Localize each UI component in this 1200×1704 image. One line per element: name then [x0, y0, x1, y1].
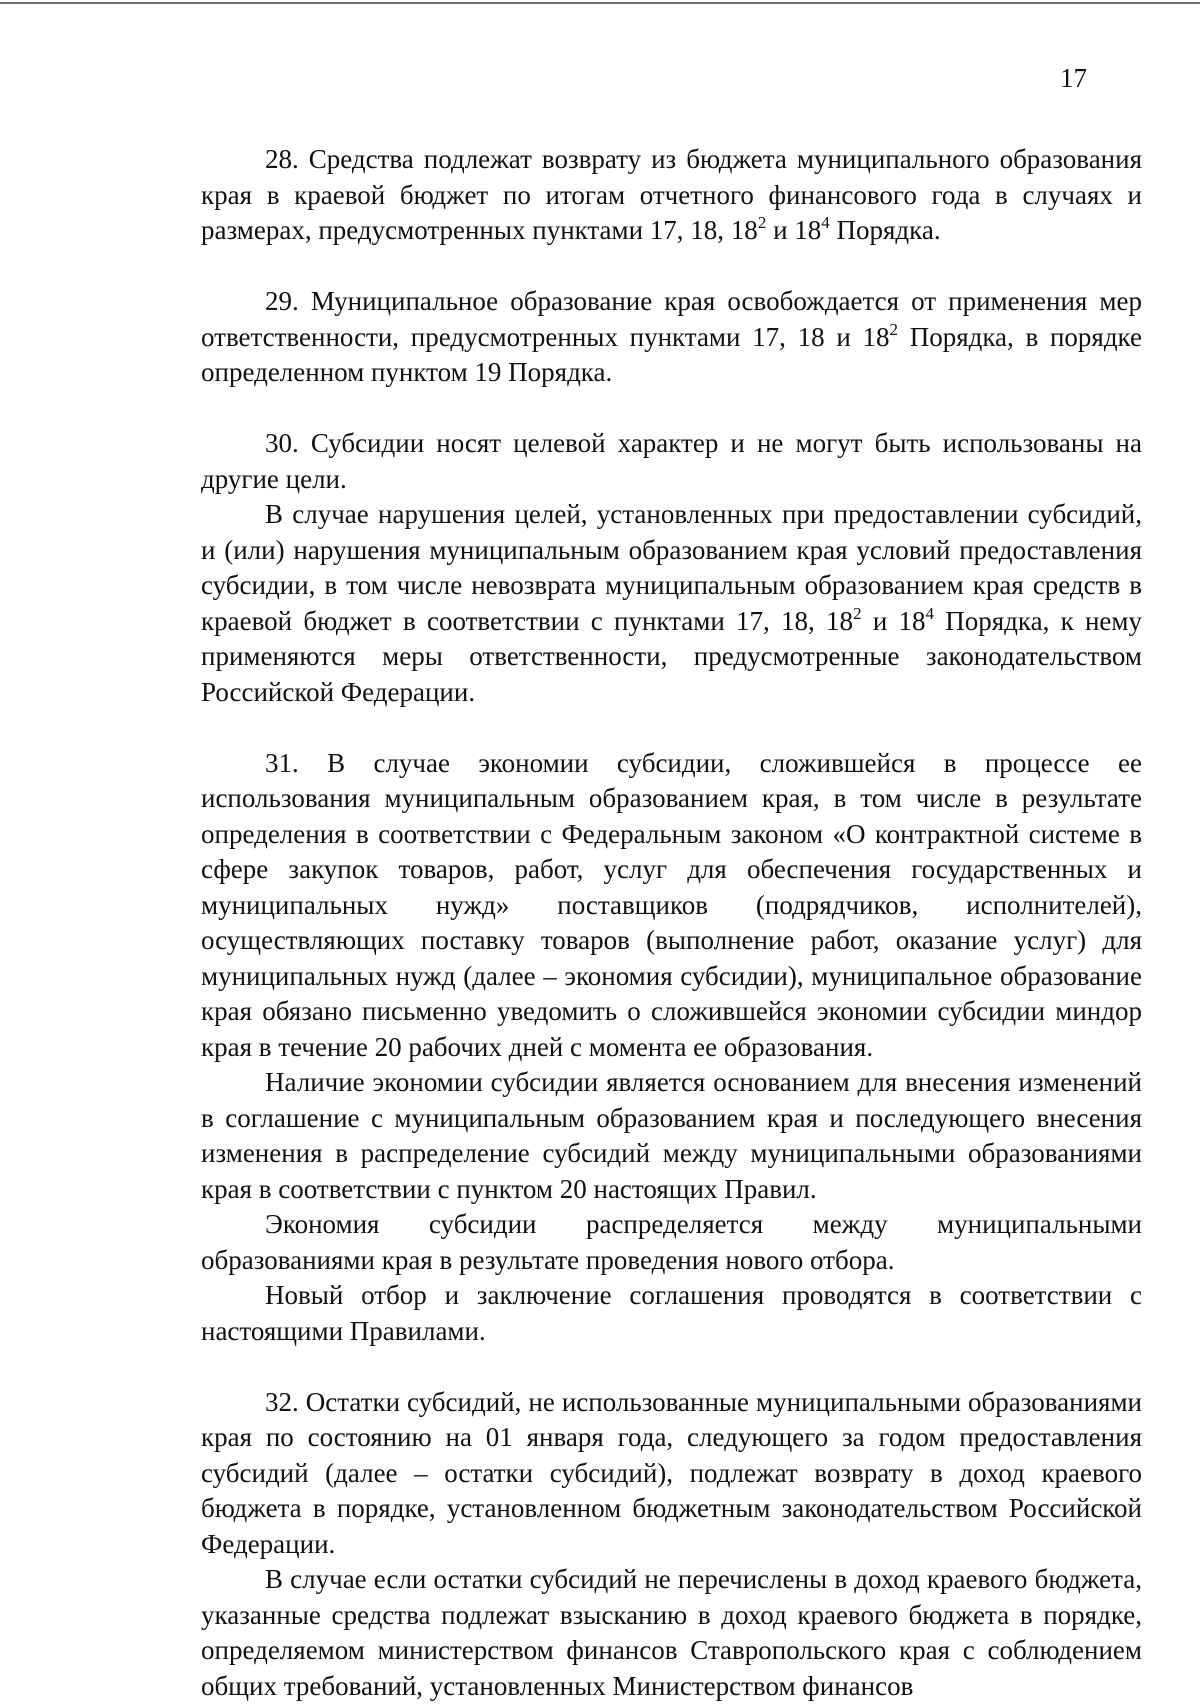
superscript: 2 — [757, 213, 767, 232]
paragraph-p30b — [201, 497, 1142, 710]
text-run: 28. Средства подлежат возврату из бюджета муниципального образования края в краевой бюджет по итогам отчетного финансового года в случаях и размерах, предусмотренных пунктами 17, 18, 18 — [201, 144, 1142, 245]
paragraph-p32b — [201, 1562, 1142, 1704]
paragraph-p31 — [201, 746, 1142, 1066]
text-run: и 18 — [861, 605, 926, 636]
text-run: В случае если остатки субсидий не перечислены в доход краевого бюджета, указанные средства подлежат взысканию в доход краевого бюджета в порядке, определяемом министерством финансов Ставропольского края с соблюдением общих требований, установленных Министерством финансов — [201, 1564, 1142, 1701]
page-number: 17 — [1060, 63, 1087, 93]
text-run: Порядка, в порядке определенном пунктом 19 Порядка. — [201, 321, 1142, 387]
text-run: Экономия субсидии распределяется между муниципальными образованиями края в результате проведения нового отбора. — [201, 1209, 1142, 1275]
text-run: Порядка, к нему применяются меры ответственности, предусмотренные законодательством Российской Федерации. — [201, 605, 1142, 707]
superscript: 2 — [853, 603, 862, 623]
text-run: 30. Субсидии носят целевой характер и не могут быть использованы на другие цели. — [201, 428, 1142, 494]
superscript: 4 — [821, 213, 830, 232]
text-run: 31. В случае экономии субсидии, сложившейся в процессе ее использования муниципальным образованием края, в том числе в результате определения в соответствии с Федеральным законом «О контрактной системе в сфере закупок товаров, работ, услуг для обеспечения государственных и муниципальных нужд» поставщиков (подрядчиков, исполнителей), осуществляющих поставку товаров (выполнение работ, оказание услуг) для муниципальных нужд (далее – экономия субсидии), муниципальное образование края обязано письменно уведомить о сложившейся экономии субсидии миндор края в течение 20 рабочих дней с момента ее образования. — [201, 747, 1142, 1062]
text-run: В случае нарушения целей, установленных при предоставлении субсидий, и (или) нарушения муниципальным образованием края условий предоставления субсидии, в том числе невозврата муниципальным образованием края средств в краевой бюджет в соответствии с пунктами 17, 18, 18 — [201, 499, 1142, 636]
document-body — [201, 142, 1142, 1704]
superscript: 2 — [889, 319, 898, 339]
scan-top-border — [0, 2, 1200, 4]
paragraph-p28 — [201, 142, 1142, 249]
paragraph-p31c — [201, 1207, 1142, 1278]
paragraph-p30 — [201, 426, 1142, 497]
text-run: Новый отбор и заключение соглашения проводятся в соответствии с настоящими Правилами. — [201, 1280, 1142, 1346]
superscript: 4 — [925, 603, 935, 623]
text-run: Наличие экономии субсидии является основанием для внесения изменений в соглашение с муниципальным образованием края и последующего внесения изменения в распределение субсидий между муниципальными образованиями края в соответствии с пунктом 20 настоящих Правил. — [201, 1067, 1142, 1204]
text-run: 29. Муниципальное образование края освобождается от применения мер ответственности, предусмотренных пунктами 17, 18 и 18 — [201, 286, 1142, 352]
text-run: и 18 — [766, 215, 822, 245]
text-run: Порядка. — [829, 215, 941, 245]
paragraph-p29 — [201, 284, 1142, 391]
paragraph-p31d — [201, 1278, 1142, 1349]
paragraph-p32 — [201, 1385, 1142, 1563]
text-run: 32. Остатки субсидий, не использованные муниципальными образованиями края по состоянию на 01 января года, следующего за годом предоставления субсидий (далее – остатки субсидий), подлежат возврату в доход краевого бюджета в порядке, установленном бюджетным законодательством Российской Федерации. — [201, 1386, 1142, 1559]
paragraph-p31b — [201, 1065, 1142, 1207]
